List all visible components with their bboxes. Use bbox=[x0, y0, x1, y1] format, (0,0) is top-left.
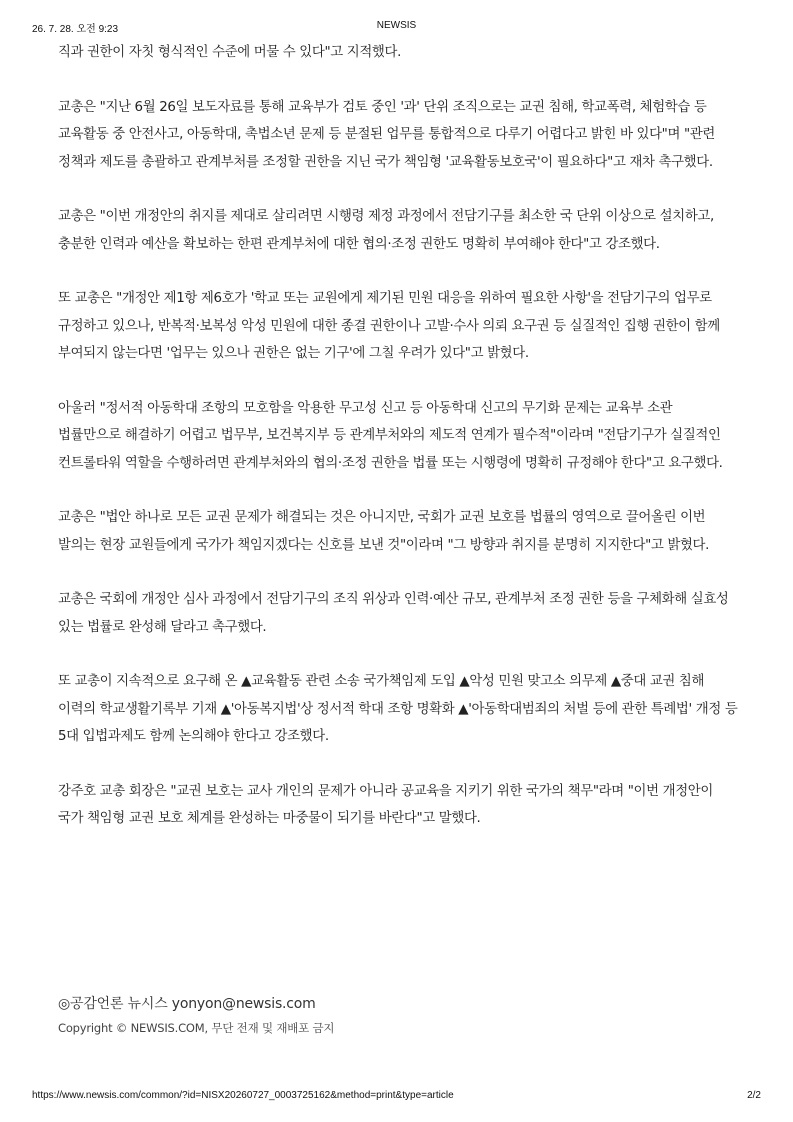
article-paragraph: 교총은 "지난 6월 26일 보도자료를 통해 교육부가 검토 중인 '과' 단위 조직으로는 교권 침해, 학교폭력, 체험학습 등 교육활동 중 안전사고, 아동학대, 촉법소년 문제 등 분절된 업무를 통합적으로 다루기 어렵다고 밝힌 바 있다"며 "관련 정책과 제도를 총괄하고 관계부처를 조정할 권한을 지닌 국가 책임형 '교육활동보호국'이 필요하다"고 재차 촉구했다. bbox=[58, 99, 715, 170]
article-paragraph: 교총은 "법안 하나로 모든 교권 문제가 해결되는 것은 아니지만, 국회가 교권 보호를 법률의 영역으로 끌어올린 이번 발의는 현장 교원들에게 국가가 책임지겠다는 신호를 보낸 것"이라며 "그 방향과 취지를 분명히 지지한다"고 밝혔다. bbox=[58, 510, 710, 553]
page-number: 2/2 bbox=[747, 1090, 761, 1101]
article-byline: ◎공감언론 뉴시스 yonyon@newsis.com bbox=[58, 996, 316, 1012]
article-paragraph: 교총은 국회에 개정안 심사 과정에서 전담기구의 조직 위상과 인력·예산 규모, 관계부처 조정 권한 등을 구체화해 실효성 있는 법률로 완성해 달라고 촉구했다. bbox=[58, 592, 729, 635]
article-paragraph: 강주호 교총 회장은 "교권 보호는 교사 개인의 문제가 아니라 공교육을 지키기 위한 국가의 책무"라며 "이번 개정안이 국가 책임형 교권 보호 체계를 완성하는 마중물이 되기를 바란다"고 말했다. bbox=[58, 783, 713, 826]
article-paragraph: 교총은 "이번 개정안의 취지를 제대로 살리려면 시행령 제정 과정에서 전담기구를 최소한 국 단위 이상으로 설치하고, 충분한 인력과 예산을 확보하는 한편 관계부처에 대한 협의·조정 권한도 명확히 부여해야 한다"고 강조했다. bbox=[58, 209, 714, 252]
article-body bbox=[58, 39, 738, 860]
print-header bbox=[32, 20, 761, 34]
article-paragraph: 직과 권한이 자칫 형식적인 수준에 머물 수 있다"고 지적했다. bbox=[58, 45, 402, 60]
copyright-notice: Copyright © NEWSIS.COM, 무단 전재 및 재배포 금지 bbox=[58, 1021, 335, 1035]
article-paragraph: 아울러 "정서적 아동학대 조항의 모호함을 악용한 무고성 신고 등 아동학대 신고의 무기화 문제는 교육부 소관 법률만으로 해결하기 어렵고 법무부, 보건복지부 등 관계부처와의 제도적 연계가 필수적"이라며 "전담기구가 실질적인 컨트롤타워 역할을 수행하려면 관계부처와의 협의·조정 권한을 법률 또는 시행령에 명확히 규정해야 한다"고 요구했다. bbox=[58, 400, 723, 471]
article-paragraph: 또 교총은 "개정안 제1항 제6호가 '학교 또는 교원에게 제기된 민원 대응을 위하여 필요한 사항'을 전담기구의 업무로 규정하고 있으나, 반복적·보복성 악성 민원에 대한 종결 권한이나 고발·수사 의뢰 요구권 등 실질적인 집행 권한이 함께 부여되지 않는다면 '업무는 있으나 권한은 없는 기구'에 그칠 우려가 있다"고 밝혔다. bbox=[58, 291, 720, 361]
page-url: https://www.newsis.com/common/?id=NISX20260727_0003725162&method=print&type=article bbox=[32, 1090, 454, 1101]
article-paragraph: 또 교총이 지속적으로 요구해 온 ▲교육활동 관련 소송 국가책임제 도입 ▲악성 민원 맞고소 의무제 ▲중대 교권 침해 이력의 학교생활기록부 기재 ▲'아동복지법'상 정서적 학대 조항 명확화 ▲'아동학대범죄의 처벌 등에 관한 특례법' 개정 등 5대 입법과제도 함께 논의해야 한다고 강조했다. bbox=[58, 674, 738, 744]
print-datetime: 26. 7. 28. 오전 9:23 bbox=[32, 24, 119, 35]
print-footer bbox=[32, 1090, 761, 1104]
site-name: NEWSIS bbox=[376, 20, 417, 31]
